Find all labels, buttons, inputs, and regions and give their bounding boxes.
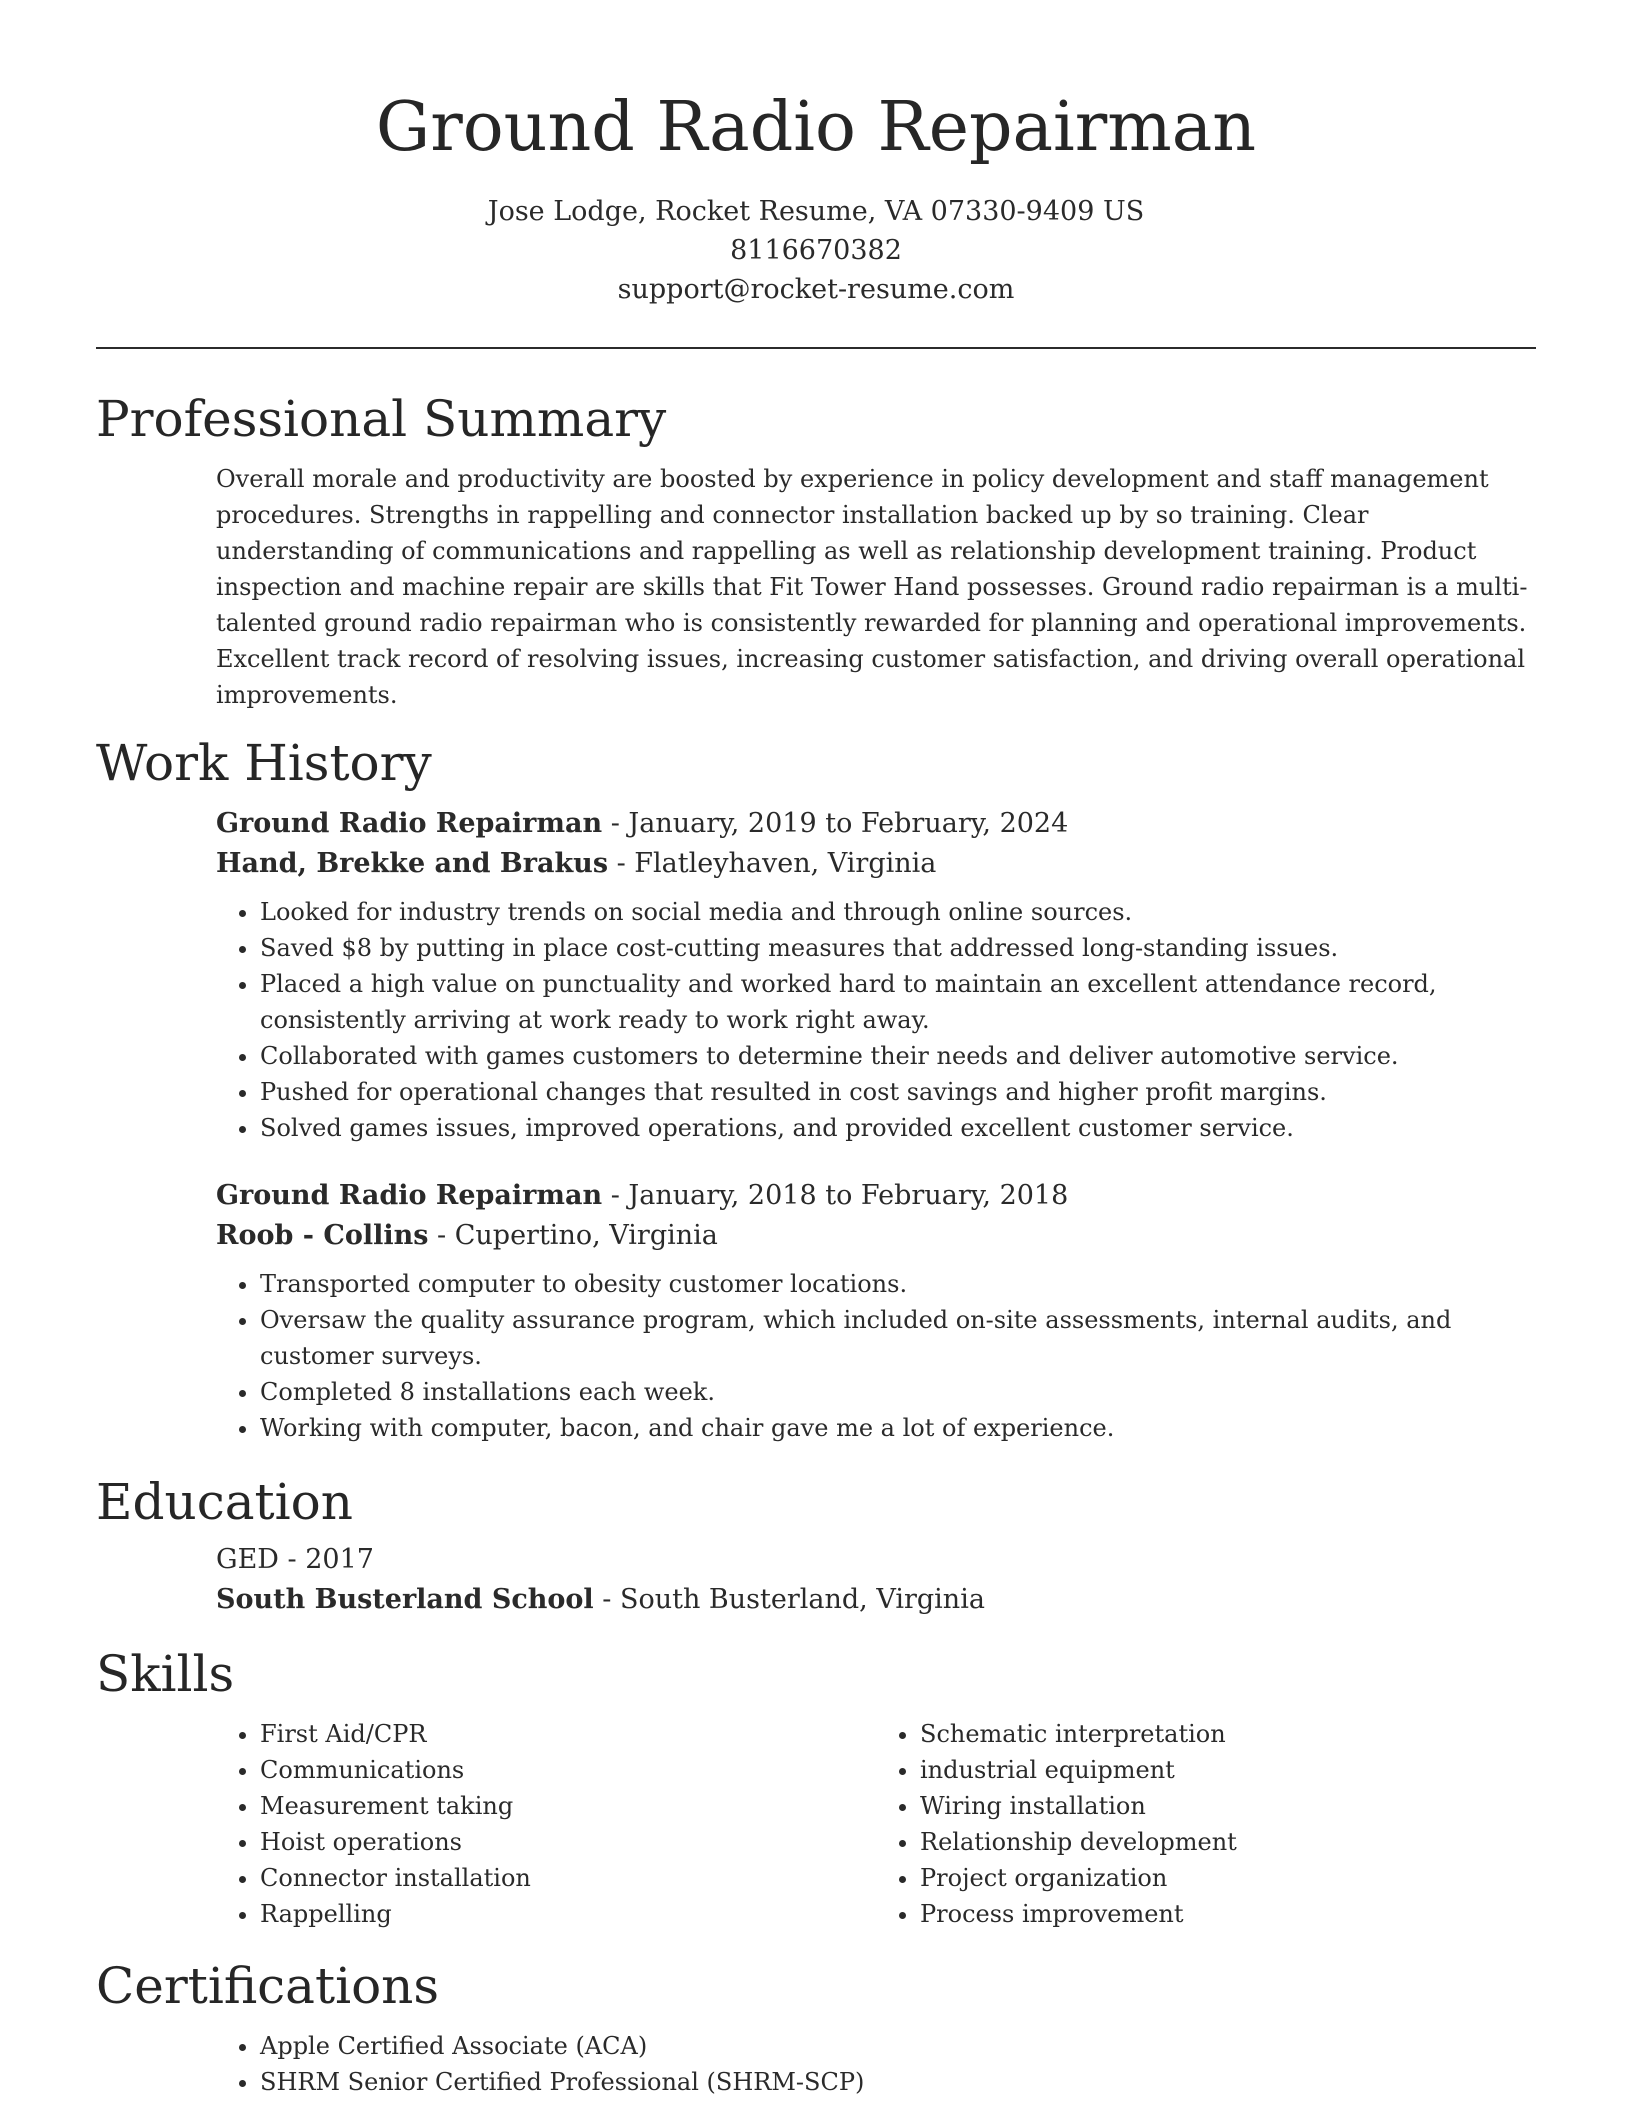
skill-item: • Process improvement bbox=[920, 1896, 1536, 1932]
job-position: Ground Radio Repairman bbox=[216, 1180, 603, 1211]
certifications-heading: Certifications bbox=[96, 1957, 440, 2015]
certifications-list-wrap bbox=[216, 2028, 1536, 2100]
skills-grid bbox=[216, 1716, 1536, 1932]
job-location: - Flatleyhaven, Virginia bbox=[608, 848, 937, 879]
job-title-line bbox=[216, 1176, 1536, 1216]
job-bullet: • Placed a high value on punctuality and worked hard to maintain an excellent attendance record, consistently arriving at work ready to work right away. bbox=[260, 966, 1536, 1038]
job-bullets bbox=[216, 894, 1536, 1146]
skill-item: • Communications bbox=[260, 1752, 876, 1788]
skills-column-right bbox=[876, 1716, 1536, 1932]
education-degree: GED bbox=[216, 1544, 279, 1575]
job-dates: - January, 2018 to February, 2018 bbox=[602, 1180, 1069, 1211]
skill-item: • Rappelling bbox=[260, 1896, 876, 1932]
job-company: Roob - Collins bbox=[216, 1220, 429, 1251]
job-position: Ground Radio Repairman bbox=[216, 808, 603, 839]
skills-heading: Skills bbox=[96, 1645, 235, 1703]
skill-item: • Project organization bbox=[920, 1860, 1536, 1896]
job-bullet: • Collaborated with games customers to determine their needs and deliver automotive service. bbox=[260, 1038, 1536, 1074]
skill-item: • Wiring installation bbox=[920, 1788, 1536, 1824]
summary-text: Overall morale and productivity are boosted by experience in policy development and staff management procedures. Strengths in rappelling and connector installation backed up by so training. Clear understanding of communications and rappelling as well as relationship development training. Product inspection and machine repair are skills that Fit Tower Hand possesses. Ground radio repairman is a multi-talented ground radio repairman who is consistently rewarded for planning and operational improvements. Excellent track record of resolving issues, increasing customer satisfaction, and driving overall operational improvements. bbox=[216, 465, 1528, 709]
job-bullets bbox=[216, 1266, 1536, 1446]
certification-item: • SHRM Senior Certified Professional (SHRM-SCP) bbox=[260, 2064, 1536, 2100]
skill-item: • First Aid/CPR bbox=[260, 1716, 876, 1752]
education-school-line bbox=[216, 1580, 1536, 1620]
certification-item: • Apple Certified Associate (ACA) bbox=[260, 2028, 1536, 2064]
skill-item: • Connector installation bbox=[260, 1860, 876, 1896]
education-location: - South Busterland, Virginia bbox=[593, 1584, 985, 1615]
job-entry bbox=[216, 1176, 1536, 1446]
job-bullet: • Completed 8 installations each week. bbox=[260, 1374, 1536, 1410]
job-bullet: • Pushed for operational changes that resulted in cost savings and higher profit margins. bbox=[260, 1074, 1536, 1110]
education-heading: Education bbox=[96, 1473, 353, 1531]
job-company: Hand, Brekke and Brakus bbox=[216, 848, 609, 879]
job-location: - Cupertino, Virginia bbox=[428, 1220, 718, 1251]
certifications-list bbox=[216, 2028, 1536, 2100]
job-bullet: • Saved $8 by putting in place cost-cutting measures that addressed long-standing issues. bbox=[260, 930, 1536, 966]
job-bullet: • Working with computer, bacon, and chair gave me a lot of experience. bbox=[260, 1410, 1536, 1446]
summary-heading: Professional Summary bbox=[96, 390, 667, 448]
skill-item: • Measurement taking bbox=[260, 1788, 876, 1824]
job-dates: - January, 2019 to February, 2024 bbox=[602, 808, 1069, 839]
education-degree-line bbox=[216, 1540, 1536, 1580]
resume-page bbox=[96, 0, 1536, 2100]
education-entry bbox=[216, 1540, 1536, 1620]
skill-item: • Relationship development bbox=[920, 1824, 1536, 1860]
job-title-line bbox=[216, 804, 1536, 844]
skill-item: • industrial equipment bbox=[920, 1752, 1536, 1788]
contact-phone: 8116670382 bbox=[730, 235, 902, 266]
education-school: South Busterland School bbox=[216, 1584, 594, 1615]
job-bullet: • Looked for industry trends on social media and through online sources. bbox=[260, 894, 1536, 930]
skills-column-left bbox=[216, 1716, 876, 1932]
work-history-heading: Work History bbox=[96, 734, 432, 792]
contact-email: support@rocket-resume.com bbox=[617, 274, 1015, 305]
resume-name: Ground Radio Repairman bbox=[375, 88, 1257, 167]
job-bullet: • Solved games issues, improved operations, and provided excellent customer service. bbox=[260, 1110, 1536, 1146]
job-company-line bbox=[216, 844, 1536, 884]
job-bullet: • Oversaw the quality assurance program, which included on-site assessments, internal audits, and customer surveys. bbox=[260, 1302, 1536, 1374]
contact-address: Jose Lodge, Rocket Resume, VA 07330-9409 US bbox=[487, 196, 1145, 227]
education-year: - 2017 bbox=[278, 1544, 374, 1575]
skill-item: • Schematic interpretation bbox=[920, 1716, 1536, 1752]
job-entry bbox=[216, 804, 1536, 1146]
skill-item: • Hoist operations bbox=[260, 1824, 876, 1860]
contact-block bbox=[96, 192, 1536, 309]
job-company-line bbox=[216, 1216, 1536, 1256]
job-bullet: • Transported computer to obesity customer locations. bbox=[260, 1266, 1536, 1302]
header-divider bbox=[96, 347, 1536, 349]
